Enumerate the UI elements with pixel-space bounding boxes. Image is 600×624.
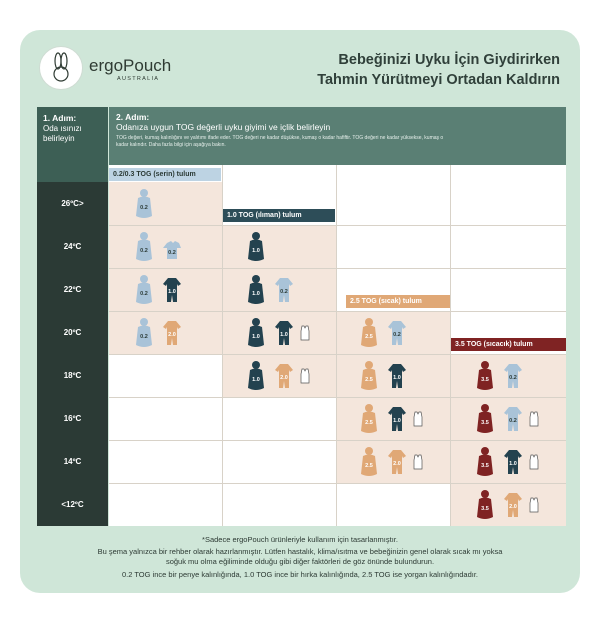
onesie-icon — [386, 447, 408, 477]
tshirt-icon — [161, 235, 183, 265]
svg-text:2.5: 2.5 — [365, 334, 373, 340]
sleeping-bag-icon — [246, 317, 266, 349]
vest-icon — [299, 324, 311, 342]
title-line-1: Bebeğinizi Uyku İçin Giydirirken — [338, 52, 560, 68]
page-title — [317, 50, 560, 90]
step1-title: 1. Adım: — [43, 113, 77, 123]
vest-icon — [299, 367, 311, 385]
step1-line2: Oda ısınızı — [43, 124, 82, 133]
svg-text:1.0: 1.0 — [509, 461, 517, 467]
svg-text:0.2: 0.2 — [140, 291, 148, 297]
row-sep — [109, 225, 566, 226]
sleeping-bag-icon — [359, 403, 379, 435]
vest-icon — [412, 410, 424, 428]
onesie-icon — [161, 275, 183, 305]
title-line-2: Tahmin Yürütmeyi Ortadan Kaldırın — [317, 72, 560, 88]
row-sep — [109, 440, 566, 441]
onesie-icon — [273, 318, 295, 348]
svg-text:1.0: 1.0 — [252, 334, 260, 340]
row-sep — [109, 311, 566, 312]
svg-text:0.2: 0.2 — [280, 289, 288, 295]
temp-row-label: 22ºC — [63, 285, 82, 294]
category-label-35: 3.5 TOG (sıcacık) tulum — [451, 338, 566, 351]
temp-row-label: 16ºC — [63, 414, 82, 423]
onesie-icon — [386, 318, 408, 348]
sleeping-bag-icon — [475, 446, 495, 478]
svg-text:0.2: 0.2 — [509, 375, 517, 381]
svg-text:2.5: 2.5 — [365, 463, 373, 469]
vest-icon — [412, 453, 424, 471]
svg-text:2.5: 2.5 — [365, 420, 373, 426]
temp-row-label: 18ºC — [63, 371, 82, 380]
svg-text:1.0: 1.0 — [393, 418, 401, 424]
step2-title: 2. Adım: — [116, 112, 150, 122]
svg-text:0.2: 0.2 — [140, 205, 148, 211]
onesie-icon — [161, 318, 183, 348]
footer-note: *Sadece ergoPouch ürünleriyle kullanım için tasarlanmıştır. — [202, 535, 398, 544]
svg-text:1.0: 1.0 — [393, 375, 401, 381]
onesie-icon — [273, 361, 295, 391]
svg-text:1.0: 1.0 — [252, 377, 260, 383]
ergopouch-logo — [39, 46, 83, 90]
svg-text:1.0: 1.0 — [280, 332, 288, 338]
sleeping-bag-icon — [134, 231, 154, 263]
category-label-10: 1.0 TOG (ılıman) tulum — [223, 209, 335, 222]
svg-text:2.5: 2.5 — [365, 377, 373, 383]
row-sep — [109, 397, 566, 398]
sleeping-bag-icon — [134, 188, 154, 220]
temp-row-label: 26ºC> — [61, 199, 84, 208]
footer-tog-explainer: 0.2 TOG ince bir penye kalınlığında, 1.0 TOG ince bir hırka kalınlığında, 2.5 TOG ise yorgan kalınlığındadır. — [121, 570, 479, 579]
temp-row-label: 20ºC — [63, 328, 82, 337]
sleeping-bag-icon — [359, 446, 379, 478]
onesie-icon — [502, 361, 524, 391]
svg-text:0.2: 0.2 — [168, 250, 176, 256]
sleeping-bag-icon — [246, 274, 266, 306]
row-sep — [109, 483, 566, 484]
onesie-icon — [502, 447, 524, 477]
onesie-icon — [502, 404, 524, 434]
svg-text:2.0: 2.0 — [393, 461, 401, 467]
col-sep — [336, 165, 337, 526]
svg-text:0.2: 0.2 — [509, 418, 517, 424]
svg-text:3.5: 3.5 — [481, 463, 489, 469]
step2-desc-2: kadar kalındır. Daha fazla bilgi için aşağıya bakın. — [116, 142, 226, 148]
onesie-icon — [273, 275, 295, 305]
step2-desc-1: TOG değeri, kumaş kalınlığını ve yalıtımı ifade eder. TOG değeri ne kadar düşükse, kumaş o kadar hafiftir. TOG değeri ne kadar yüksekse, kumaş o — [116, 135, 444, 141]
step2-subtitle: Odanıza uygun TOG değerli uyku giyimi ve içlik belirleyin — [116, 122, 331, 132]
svg-text:0.2: 0.2 — [393, 332, 401, 338]
footer-disclaimer-1: Bu şema yalnızca bir rehber olarak hazırlanmıştır. Lütfen hastalık, klima/ısıtma ve bebeğinizin genel olarak sıcak mı yoksa — [97, 547, 503, 556]
svg-text:0.2: 0.2 — [140, 334, 148, 340]
brand-sub: AUSTRALIA — [117, 76, 160, 82]
bunny-icon — [40, 47, 82, 89]
vest-icon — [528, 410, 540, 428]
step2-box — [109, 107, 566, 165]
sleeping-bag-icon — [134, 274, 154, 306]
temp-row-label: 14ºC — [63, 457, 82, 466]
vest-icon — [528, 496, 540, 514]
svg-text:2.0: 2.0 — [168, 332, 176, 338]
category-label-02: 0.2/0.3 TOG (serin) tulum — [109, 168, 221, 181]
svg-text:1.0: 1.0 — [252, 248, 260, 254]
svg-text:1.0: 1.0 — [252, 291, 260, 297]
category-label-25: 2.5 TOG (sıcak) tulum — [346, 295, 450, 308]
temp-row-label: 24ºC — [63, 242, 82, 251]
footer-disclaimer-2: soğuk mu olma eğiliminde olduğu gibi diğer faktörleri de göz önünde bulundurun. — [165, 557, 435, 566]
sleeping-bag-icon — [246, 231, 266, 263]
svg-text:0.2: 0.2 — [140, 248, 148, 254]
sleeping-bag-icon — [475, 489, 495, 521]
svg-text:2.0: 2.0 — [280, 375, 288, 381]
step1-line3: belirleyin — [43, 134, 75, 143]
svg-text:1.0: 1.0 — [168, 289, 176, 295]
tog-grid — [37, 107, 566, 526]
sleeping-bag-icon — [359, 317, 379, 349]
temp-row-label: <12ºC — [61, 500, 84, 509]
row-sep — [109, 268, 566, 269]
vest-icon — [528, 453, 540, 471]
sleeping-bag-icon — [134, 317, 154, 349]
onesie-icon — [386, 361, 408, 391]
sleeping-bag-icon — [359, 360, 379, 392]
row-sep — [109, 354, 566, 355]
sleeping-bag-icon — [475, 360, 495, 392]
brand-name: ergoPouch — [89, 56, 172, 75]
svg-text:2.0: 2.0 — [509, 504, 517, 510]
svg-text:3.5: 3.5 — [481, 377, 489, 383]
svg-text:3.5: 3.5 — [481, 506, 489, 512]
sleeping-bag-icon — [246, 360, 266, 392]
onesie-icon — [386, 404, 408, 434]
step1-box — [37, 107, 108, 182]
sleeping-bag-icon — [475, 403, 495, 435]
onesie-icon — [502, 490, 524, 520]
svg-text:3.5: 3.5 — [481, 420, 489, 426]
